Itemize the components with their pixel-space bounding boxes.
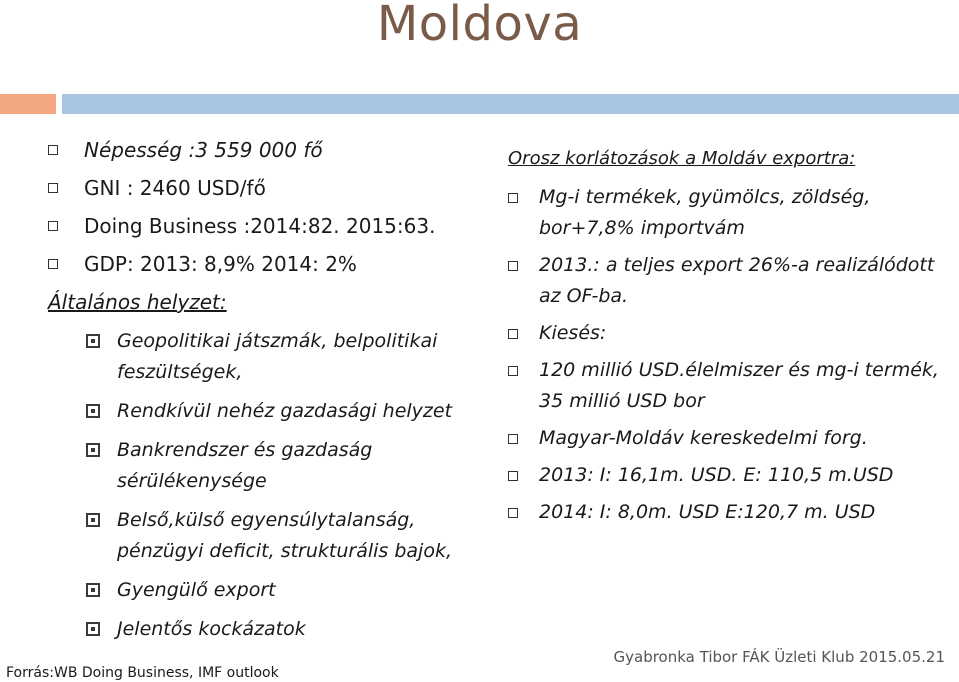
sub-list-item: Belső,külső egyensúlytalanság, pénzügyi deficit, strukturális bajok, — [86, 505, 488, 567]
checkbox-bullet-icon — [48, 183, 58, 193]
list-item: Magyar-Moldáv kereskedelmi forg. — [508, 423, 948, 454]
right-column — [508, 146, 948, 534]
slide-title: Moldova — [376, 0, 583, 52]
right-heading: Orosz korlátozások a Moldáv exportra: — [508, 148, 856, 169]
checkbox-bullet-icon — [508, 329, 518, 339]
sub-list-item: Jelentős kockázatok — [86, 614, 488, 645]
square-bullet-icon — [86, 334, 100, 348]
list-item: Népesség :3 559 000 fő — [48, 136, 488, 164]
list-item: 2013: I: 16,1m. USD. E: 110,5 m.USD — [508, 460, 948, 491]
list-item: GDP: 2013: 8,9% 2014: 2% — [48, 250, 488, 278]
list-item: 2013.: a teljes export 26%-a realizálódott az OF-ba. — [508, 250, 948, 312]
square-bullet-icon — [86, 622, 100, 636]
square-bullet-icon — [86, 513, 100, 527]
checkbox-bullet-icon — [508, 471, 518, 481]
checkbox-bullet-icon — [48, 145, 58, 155]
square-bullet-icon — [86, 583, 100, 597]
sub-list-item: Bankrendszer és gazdaság sérülékenysége — [86, 435, 488, 497]
square-bullet-icon — [86, 443, 100, 457]
author-footer: Gyabronka Tibor FÁK Üzleti Klub 2015.05.21 — [613, 648, 945, 666]
sub-list-item: Geopolitikai játszmák, belpolitikai feszültségek, — [86, 326, 488, 388]
accent-bar-orange — [0, 94, 56, 114]
square-bullet-icon — [86, 404, 100, 418]
source-note: Forrás:WB Doing Business, IMF outlook — [6, 665, 279, 681]
section-heading: Általános helyzet: — [48, 290, 227, 314]
checkbox-bullet-icon — [508, 261, 518, 271]
checkbox-bullet-icon — [48, 259, 58, 269]
left-column — [48, 136, 488, 653]
accent-bar-blue — [62, 94, 959, 114]
checkbox-bullet-icon — [508, 434, 518, 444]
checkbox-bullet-icon — [508, 508, 518, 518]
checkbox-bullet-icon — [508, 366, 518, 376]
sub-list-item: Gyengülő export — [86, 575, 488, 606]
list-item: 2014: I: 8,0m. USD E:120,7 m. USD — [508, 497, 948, 528]
list-item: GNI : 2460 USD/fő — [48, 174, 488, 202]
checkbox-bullet-icon — [508, 193, 518, 203]
list-item: Doing Business :2014:82. 2015:63. — [48, 212, 488, 240]
sub-list-item: Rendkívül nehéz gazdasági helyzet — [86, 396, 488, 427]
checkbox-bullet-icon — [48, 221, 58, 231]
list-item: 120 millió USD.élelmiszer és mg-i termék, 35 millió USD bor — [508, 355, 948, 417]
list-item: Mg-i termékek, gyümölcs, zöldség, bor+7,8% importvám — [508, 182, 948, 244]
list-item: Kiesés: — [508, 318, 948, 349]
